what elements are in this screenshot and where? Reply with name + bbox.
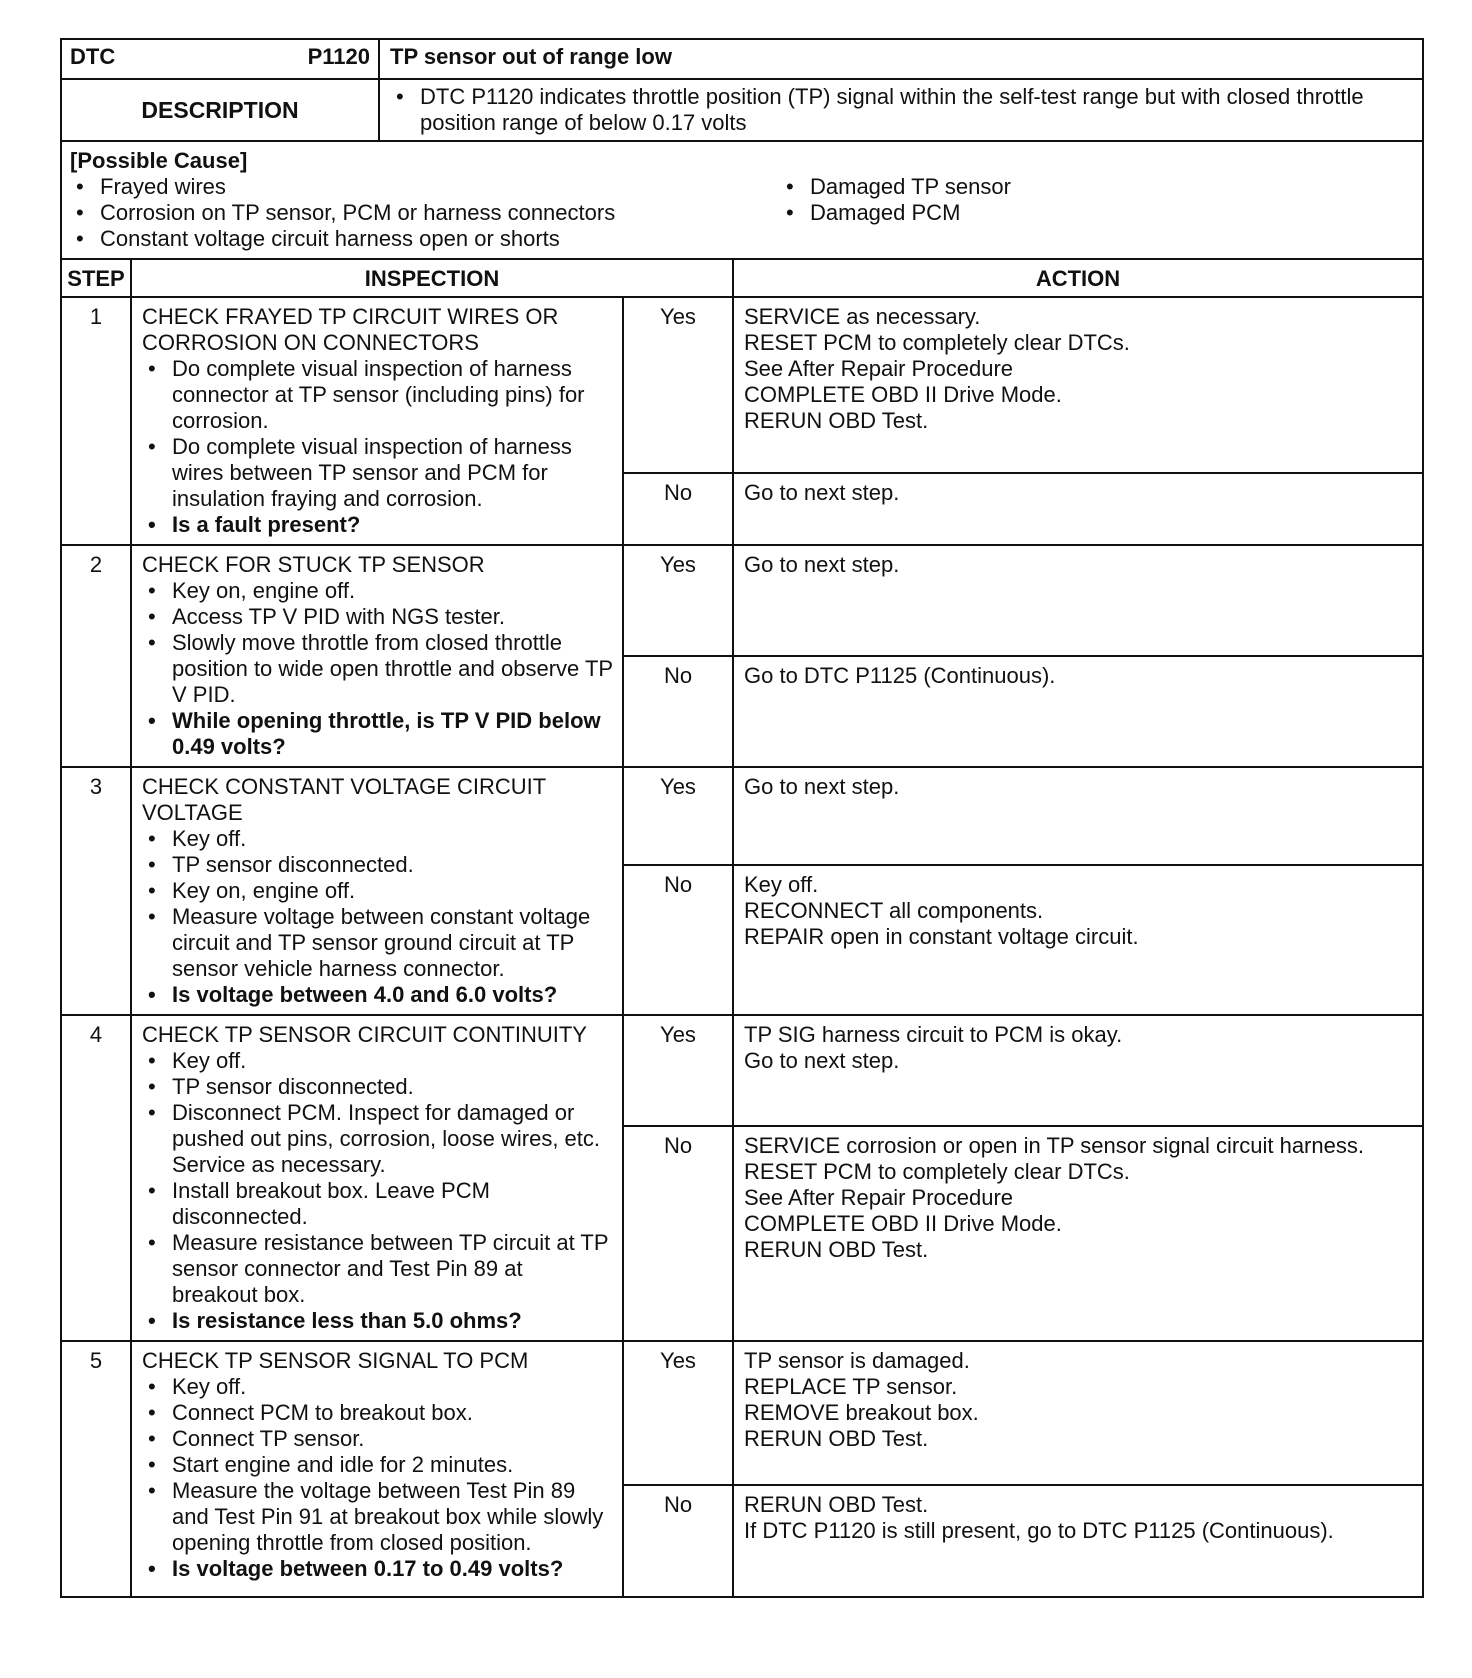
step-number: 5 (61, 1341, 131, 1597)
step-number: 2 (61, 545, 131, 767)
action-yes (733, 1015, 1423, 1126)
action-line: See After Repair Procedure (744, 1184, 1014, 1210)
action-line: RESET PCM to completely clear DTCs. (744, 1158, 1130, 1184)
inspection-item: • Slowly move throttle from closed throttle position to wide open throttle and observe TP V PID. (142, 630, 614, 708)
dtc-cell (61, 39, 379, 79)
description-text-cell (379, 79, 1423, 141)
inspection-item: • Key off. (142, 826, 614, 852)
action-line: REMOVE breakout box. (744, 1400, 979, 1425)
cause-item: • Damaged TP sensor (780, 174, 1414, 200)
inspection-item: • Connect PCM to breakout box. (142, 1400, 614, 1426)
answer-yes: Yes (623, 767, 733, 865)
action-line: Go to next step. (744, 1048, 900, 1073)
action-no (733, 1485, 1423, 1597)
action-line: Key off. (744, 871, 819, 897)
cause-item: • Damaged PCM (780, 200, 1414, 226)
step-title: VOLTAGE (142, 800, 243, 825)
action-line: Go to next step. (744, 552, 900, 577)
action-no (733, 473, 1423, 545)
answer-yes: Yes (623, 297, 733, 473)
answer-no: No (623, 473, 733, 545)
header-row (61, 39, 1423, 79)
action-line: RERUN OBD Test. (744, 1426, 929, 1451)
action-line: RESET PCM to completely clear DTCs. (744, 330, 1130, 355)
inspection-item: • Measure voltage between constant voltage circuit and TP sensor ground circuit at TP sensor vehicle harness connector. (142, 904, 614, 982)
step-row (61, 545, 1423, 656)
inspection-cell (131, 1015, 623, 1341)
action-line: SERVICE as necessary. (744, 304, 981, 329)
inspection-column-header: INSPECTION (131, 259, 733, 297)
inspection-item: • Measure the voltage between Test Pin 89 and Test Pin 91 at breakout box while slowly opening throttle from closed position. (142, 1478, 614, 1556)
action-no (733, 1126, 1423, 1341)
inspection-item: • Do complete visual inspection of harness wires between TP sensor and PCM for insulation fraying and corrosion. (142, 434, 614, 512)
action-line: Go to next step. (744, 479, 900, 505)
step-row (61, 1015, 1423, 1126)
inspection-item: • TP sensor disconnected. (142, 852, 614, 878)
action-yes (733, 297, 1423, 473)
action-line: If DTC P1120 is still present, go to DTC P1125 (Continuous). (744, 1518, 1334, 1543)
answer-yes: Yes (623, 1341, 733, 1485)
inspection-item: • Measure resistance between TP circuit at TP sensor connector and Test Pin 89 at breakout box. (142, 1230, 614, 1308)
action-line: See After Repair Procedure (744, 356, 1014, 381)
inspection-question: • Is voltage between 0.17 to 0.49 volts? (142, 1556, 614, 1582)
action-line: COMPLETE OBD II Drive Mode. (744, 1210, 1062, 1236)
action-line: TP sensor is damaged. (744, 1348, 970, 1373)
dtc-label: DTC (70, 44, 116, 69)
action-line: Go to DTC P1125 (Continuous). (744, 663, 1056, 688)
answer-no: No (623, 1126, 733, 1341)
step-row (61, 1341, 1423, 1485)
inspection-item: • TP sensor disconnected. (142, 1074, 614, 1100)
inspection-question: • While opening throttle, is TP V PID below 0.49 volts? (142, 708, 614, 760)
dtc-procedure-page (60, 38, 1422, 1598)
step-number: 4 (61, 1015, 131, 1341)
step-number: 3 (61, 767, 131, 1015)
step-row (61, 297, 1423, 473)
inspection-item: • Disconnect PCM. Inspect for damaged or pushed out pins, corrosion, loose wires, etc. Service as necessary. (142, 1100, 614, 1178)
step-column-header: STEP (61, 259, 131, 297)
description-text: • DTC P1120 indicates throttle position (TP) signal within the self-test range but with closed throttle position range of below 0.17 volts (390, 84, 1412, 136)
inspection-item: • Start engine and idle for 2 minutes. (142, 1452, 614, 1478)
dtc-title: TP sensor out of range low (379, 39, 1423, 79)
step-title: CORROSION ON CONNECTORS (142, 330, 479, 355)
cause-item: • Corrosion on TP sensor, PCM or harness connectors (70, 200, 780, 226)
dtc-table (60, 38, 1424, 1598)
action-no (733, 865, 1423, 1016)
cause-item: • Frayed wires (70, 174, 780, 200)
description-row (61, 79, 1423, 141)
dtc-code: P1120 (307, 44, 370, 69)
step-row (61, 767, 1423, 865)
action-yes (733, 1341, 1423, 1485)
action-yes (733, 545, 1423, 656)
action-line: RERUN OBD Test. (744, 1236, 929, 1262)
inspection-question: • Is resistance less than 5.0 ohms? (142, 1308, 614, 1334)
action-no (733, 656, 1423, 767)
inspection-item: • Install breakout box. Leave PCM disconnected. (142, 1178, 614, 1230)
cause-item: • Constant voltage circuit harness open or shorts (70, 226, 780, 252)
inspection-item: • Access TP V PID with NGS tester. (142, 604, 614, 630)
action-line: TP SIG harness circuit to PCM is okay. (744, 1022, 1123, 1047)
action-line: REPLACE TP sensor. (744, 1374, 958, 1399)
action-line: COMPLETE OBD II Drive Mode. (744, 382, 1062, 407)
step-title: CHECK TP SENSOR CIRCUIT CONTINUITY (142, 1022, 587, 1047)
inspection-item: • Key off. (142, 1374, 614, 1400)
answer-no: No (623, 865, 733, 1016)
inspection-cell (131, 545, 623, 767)
inspection-item: • Connect TP sensor. (142, 1426, 614, 1452)
possible-cause-row (61, 141, 1423, 259)
inspection-question: • Is voltage between 4.0 and 6.0 volts? (142, 982, 614, 1008)
action-line: RERUN OBD Test. (744, 408, 929, 433)
answer-yes: Yes (623, 545, 733, 656)
description-label: DESCRIPTION (61, 79, 379, 141)
inspection-item: • Key off. (142, 1048, 614, 1074)
inspection-item: • Do complete visual inspection of harness connector at TP sensor (including pins) for corrosion. (142, 356, 614, 434)
step-title: CHECK FOR STUCK TP SENSOR (142, 552, 485, 577)
answer-no: No (623, 1485, 733, 1597)
inspection-item: • Key on, engine off. (142, 578, 614, 604)
inspection-cell (131, 1341, 623, 1597)
action-column-header: ACTION (733, 259, 1423, 297)
step-title: CHECK CONSTANT VOLTAGE CIRCUIT (142, 774, 547, 799)
action-line: Go to next step. (744, 774, 900, 799)
action-line: RERUN OBD Test. (744, 1492, 929, 1517)
answer-yes: Yes (623, 1015, 733, 1126)
action-yes (733, 767, 1423, 865)
action-line: RECONNECT all components. (744, 897, 1044, 923)
action-line: SERVICE corrosion or open in TP sensor signal circuit harness. (744, 1132, 1364, 1158)
action-line: REPAIR open in constant voltage circuit. (744, 923, 1139, 949)
possible-cause-title: [Possible Cause] (70, 148, 248, 173)
column-header-row (61, 259, 1423, 297)
step-title: CHECK TP SENSOR SIGNAL TO PCM (142, 1348, 529, 1373)
step-title: CHECK FRAYED TP CIRCUIT WIRES OR (142, 304, 559, 329)
inspection-cell (131, 297, 623, 545)
inspection-question: • Is a fault present? (142, 512, 614, 538)
inspection-item: • Key on, engine off. (142, 878, 614, 904)
possible-cause-cell (61, 141, 1423, 259)
inspection-cell (131, 767, 623, 1015)
step-number: 1 (61, 297, 131, 545)
answer-no: No (623, 656, 733, 767)
